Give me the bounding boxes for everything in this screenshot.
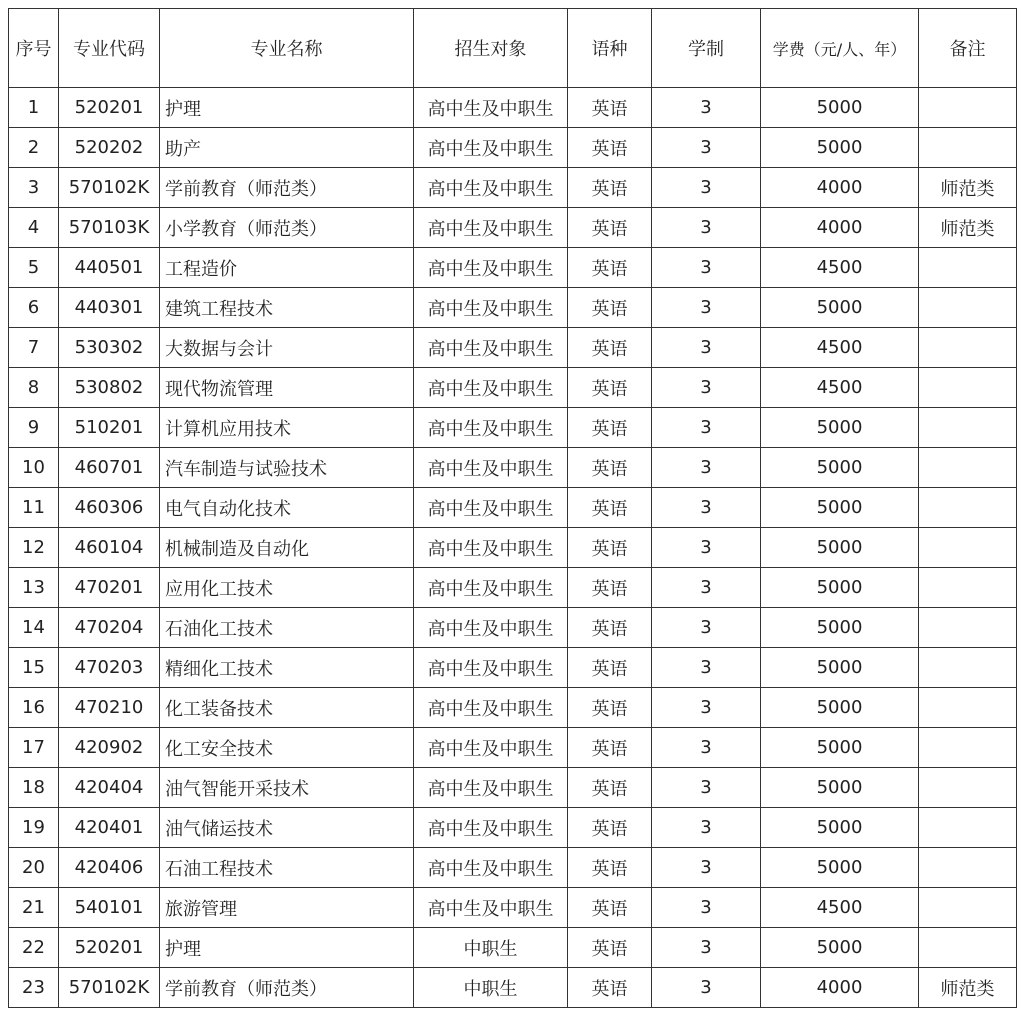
cell-target-students: 高中生及中职生 xyxy=(414,848,568,888)
cell-major-code: 570102K xyxy=(59,968,160,1008)
header-target-students: 招生对象 xyxy=(414,9,568,88)
cell-target-students: 高中生及中职生 xyxy=(414,208,568,248)
cell-remarks xyxy=(919,488,1017,528)
cell-remarks xyxy=(919,368,1017,408)
cell-target-students: 高中生及中职生 xyxy=(414,768,568,808)
cell-language: 英语 xyxy=(568,288,652,328)
cell-major-name: 现代物流管理 xyxy=(160,368,414,408)
cell-remarks xyxy=(919,928,1017,968)
cell-target-students: 高中生及中职生 xyxy=(414,128,568,168)
table-body xyxy=(9,88,1017,1008)
cell-major-name: 化工安全技术 xyxy=(160,728,414,768)
cell-target-students: 高中生及中职生 xyxy=(414,888,568,928)
cell-remarks xyxy=(919,808,1017,848)
cell-index: 16 xyxy=(9,688,59,728)
cell-tuition: 5000 xyxy=(761,928,919,968)
cell-remarks: 师范类 xyxy=(919,968,1017,1008)
cell-tuition: 4000 xyxy=(761,208,919,248)
cell-major-code: 470203 xyxy=(59,648,160,688)
cell-major-code: 440501 xyxy=(59,248,160,288)
cell-tuition: 5000 xyxy=(761,488,919,528)
table-row xyxy=(9,808,1017,848)
cell-duration: 3 xyxy=(652,888,761,928)
cell-language: 英语 xyxy=(568,328,652,368)
cell-language: 英语 xyxy=(568,448,652,488)
header-row xyxy=(9,9,1017,88)
cell-major-code: 540101 xyxy=(59,888,160,928)
cell-language: 英语 xyxy=(568,768,652,808)
cell-remarks xyxy=(919,248,1017,288)
cell-language: 英语 xyxy=(568,248,652,288)
cell-major-code: 470204 xyxy=(59,608,160,648)
table-row xyxy=(9,848,1017,888)
cell-target-students: 高中生及中职生 xyxy=(414,728,568,768)
header-major-name: 专业名称 xyxy=(160,9,414,88)
table-row xyxy=(9,968,1017,1008)
cell-tuition: 5000 xyxy=(761,648,919,688)
cell-duration: 3 xyxy=(652,728,761,768)
cell-major-code: 420401 xyxy=(59,808,160,848)
cell-major-name: 建筑工程技术 xyxy=(160,288,414,328)
cell-index: 12 xyxy=(9,528,59,568)
cell-target-students: 高中生及中职生 xyxy=(414,328,568,368)
cell-language: 英语 xyxy=(568,648,652,688)
cell-major-code: 420404 xyxy=(59,768,160,808)
cell-major-code: 420406 xyxy=(59,848,160,888)
cell-major-code: 530302 xyxy=(59,328,160,368)
header-duration: 学制 xyxy=(652,9,761,88)
cell-major-name: 化工装备技术 xyxy=(160,688,414,728)
cell-target-students: 高中生及中职生 xyxy=(414,88,568,128)
cell-index: 1 xyxy=(9,88,59,128)
cell-major-name: 机械制造及自动化 xyxy=(160,528,414,568)
cell-language: 英语 xyxy=(568,208,652,248)
cell-major-name: 精细化工技术 xyxy=(160,648,414,688)
cell-index: 18 xyxy=(9,768,59,808)
cell-language: 英语 xyxy=(568,528,652,568)
table-row xyxy=(9,648,1017,688)
cell-remarks xyxy=(919,288,1017,328)
cell-remarks xyxy=(919,448,1017,488)
cell-target-students: 中职生 xyxy=(414,928,568,968)
cell-duration: 3 xyxy=(652,928,761,968)
table-row xyxy=(9,608,1017,648)
cell-major-code: 440301 xyxy=(59,288,160,328)
header-language: 语种 xyxy=(568,9,652,88)
cell-duration: 3 xyxy=(652,128,761,168)
cell-major-code: 460701 xyxy=(59,448,160,488)
cell-remarks xyxy=(919,728,1017,768)
cell-tuition: 4000 xyxy=(761,968,919,1008)
cell-duration: 3 xyxy=(652,568,761,608)
cell-target-students: 高中生及中职生 xyxy=(414,688,568,728)
cell-tuition: 5000 xyxy=(761,688,919,728)
cell-target-students: 高中生及中职生 xyxy=(414,408,568,448)
table-row xyxy=(9,688,1017,728)
cell-language: 英语 xyxy=(568,488,652,528)
cell-major-code: 460104 xyxy=(59,528,160,568)
cell-index: 14 xyxy=(9,608,59,648)
cell-major-name: 小学教育（师范类） xyxy=(160,208,414,248)
cell-target-students: 高中生及中职生 xyxy=(414,528,568,568)
cell-index: 21 xyxy=(9,888,59,928)
cell-major-code: 470201 xyxy=(59,568,160,608)
cell-index: 6 xyxy=(9,288,59,328)
cell-index: 3 xyxy=(9,168,59,208)
cell-target-students: 高中生及中职生 xyxy=(414,448,568,488)
table-row xyxy=(9,208,1017,248)
cell-duration: 3 xyxy=(652,848,761,888)
cell-language: 英语 xyxy=(568,968,652,1008)
cell-major-code: 510201 xyxy=(59,408,160,448)
cell-major-code: 520201 xyxy=(59,928,160,968)
cell-duration: 3 xyxy=(652,608,761,648)
cell-remarks xyxy=(919,528,1017,568)
cell-remarks xyxy=(919,88,1017,128)
cell-duration: 3 xyxy=(652,968,761,1008)
cell-tuition: 5000 xyxy=(761,848,919,888)
cell-tuition: 4000 xyxy=(761,168,919,208)
cell-tuition: 5000 xyxy=(761,728,919,768)
cell-duration: 3 xyxy=(652,368,761,408)
cell-major-code: 570102K xyxy=(59,168,160,208)
cell-duration: 3 xyxy=(652,248,761,288)
cell-major-code: 520202 xyxy=(59,128,160,168)
cell-remarks xyxy=(919,128,1017,168)
header-remarks: 备注 xyxy=(919,9,1017,88)
table-row xyxy=(9,568,1017,608)
cell-tuition: 5000 xyxy=(761,528,919,568)
cell-index: 15 xyxy=(9,648,59,688)
cell-major-code: 530802 xyxy=(59,368,160,408)
table-row xyxy=(9,408,1017,448)
cell-remarks: 师范类 xyxy=(919,208,1017,248)
cell-index: 19 xyxy=(9,808,59,848)
cell-language: 英语 xyxy=(568,688,652,728)
cell-language: 英语 xyxy=(568,608,652,648)
cell-major-name: 石油工程技术 xyxy=(160,848,414,888)
cell-duration: 3 xyxy=(652,488,761,528)
cell-index: 20 xyxy=(9,848,59,888)
cell-duration: 3 xyxy=(652,768,761,808)
cell-tuition: 5000 xyxy=(761,128,919,168)
cell-tuition: 4500 xyxy=(761,328,919,368)
cell-index: 9 xyxy=(9,408,59,448)
cell-major-code: 460306 xyxy=(59,488,160,528)
cell-target-students: 高中生及中职生 xyxy=(414,248,568,288)
table-row xyxy=(9,728,1017,768)
cell-remarks xyxy=(919,608,1017,648)
enrollment-table xyxy=(8,8,1017,1008)
cell-major-name: 护理 xyxy=(160,928,414,968)
cell-index: 10 xyxy=(9,448,59,488)
cell-remarks xyxy=(919,328,1017,368)
cell-language: 英语 xyxy=(568,728,652,768)
cell-index: 2 xyxy=(9,128,59,168)
cell-remarks xyxy=(919,408,1017,448)
cell-major-name: 护理 xyxy=(160,88,414,128)
cell-language: 英语 xyxy=(568,368,652,408)
header-major-code: 专业代码 xyxy=(59,9,160,88)
header-tuition: 学费（元/人、年） xyxy=(761,9,919,88)
cell-major-name: 油气智能开采技术 xyxy=(160,768,414,808)
cell-remarks xyxy=(919,768,1017,808)
cell-remarks: 师范类 xyxy=(919,168,1017,208)
cell-tuition: 5000 xyxy=(761,808,919,848)
cell-index: 5 xyxy=(9,248,59,288)
cell-major-name: 工程造价 xyxy=(160,248,414,288)
cell-major-name: 学前教育（师范类） xyxy=(160,168,414,208)
cell-duration: 3 xyxy=(652,208,761,248)
cell-target-students: 高中生及中职生 xyxy=(414,368,568,408)
cell-duration: 3 xyxy=(652,328,761,368)
cell-tuition: 4500 xyxy=(761,368,919,408)
cell-major-code: 570103K xyxy=(59,208,160,248)
cell-language: 英语 xyxy=(568,88,652,128)
cell-major-name: 应用化工技术 xyxy=(160,568,414,608)
cell-major-name: 旅游管理 xyxy=(160,888,414,928)
table-row xyxy=(9,288,1017,328)
header-index: 序号 xyxy=(9,9,59,88)
table-row xyxy=(9,928,1017,968)
table-row xyxy=(9,128,1017,168)
cell-index: 8 xyxy=(9,368,59,408)
cell-duration: 3 xyxy=(652,408,761,448)
cell-index: 22 xyxy=(9,928,59,968)
cell-tuition: 5000 xyxy=(761,608,919,648)
cell-tuition: 5000 xyxy=(761,408,919,448)
table-row xyxy=(9,168,1017,208)
cell-major-code: 470210 xyxy=(59,688,160,728)
cell-language: 英语 xyxy=(568,848,652,888)
cell-tuition: 4500 xyxy=(761,248,919,288)
cell-duration: 3 xyxy=(652,88,761,128)
table-row xyxy=(9,448,1017,488)
cell-target-students: 高中生及中职生 xyxy=(414,288,568,328)
table-row xyxy=(9,528,1017,568)
cell-tuition: 4500 xyxy=(761,888,919,928)
cell-duration: 3 xyxy=(652,808,761,848)
cell-duration: 3 xyxy=(652,648,761,688)
cell-index: 7 xyxy=(9,328,59,368)
cell-language: 英语 xyxy=(568,888,652,928)
cell-index: 23 xyxy=(9,968,59,1008)
cell-major-name: 大数据与会计 xyxy=(160,328,414,368)
cell-duration: 3 xyxy=(652,688,761,728)
cell-target-students: 高中生及中职生 xyxy=(414,648,568,688)
cell-tuition: 5000 xyxy=(761,288,919,328)
cell-index: 17 xyxy=(9,728,59,768)
cell-language: 英语 xyxy=(568,168,652,208)
cell-remarks xyxy=(919,648,1017,688)
cell-major-name: 助产 xyxy=(160,128,414,168)
cell-target-students: 高中生及中职生 xyxy=(414,168,568,208)
table-row xyxy=(9,328,1017,368)
cell-major-name: 电气自动化技术 xyxy=(160,488,414,528)
cell-major-code: 420902 xyxy=(59,728,160,768)
cell-duration: 3 xyxy=(652,288,761,328)
cell-major-name: 学前教育（师范类） xyxy=(160,968,414,1008)
cell-major-name: 计算机应用技术 xyxy=(160,408,414,448)
cell-target-students: 高中生及中职生 xyxy=(414,568,568,608)
cell-language: 英语 xyxy=(568,928,652,968)
cell-duration: 3 xyxy=(652,528,761,568)
cell-language: 英语 xyxy=(568,808,652,848)
cell-index: 4 xyxy=(9,208,59,248)
cell-index: 11 xyxy=(9,488,59,528)
table-row xyxy=(9,248,1017,288)
cell-tuition: 5000 xyxy=(761,768,919,808)
table-row xyxy=(9,488,1017,528)
cell-remarks xyxy=(919,688,1017,728)
cell-duration: 3 xyxy=(652,168,761,208)
cell-major-code: 520201 xyxy=(59,88,160,128)
table-row xyxy=(9,768,1017,808)
cell-tuition: 5000 xyxy=(761,88,919,128)
cell-target-students: 高中生及中职生 xyxy=(414,808,568,848)
cell-language: 英语 xyxy=(568,568,652,608)
cell-target-students: 高中生及中职生 xyxy=(414,608,568,648)
cell-major-name: 油气储运技术 xyxy=(160,808,414,848)
cell-duration: 3 xyxy=(652,448,761,488)
table-row xyxy=(9,888,1017,928)
table-row xyxy=(9,368,1017,408)
cell-remarks xyxy=(919,848,1017,888)
cell-remarks xyxy=(919,568,1017,608)
table-row xyxy=(9,88,1017,128)
cell-tuition: 5000 xyxy=(761,568,919,608)
cell-tuition: 5000 xyxy=(761,448,919,488)
cell-target-students: 高中生及中职生 xyxy=(414,488,568,528)
cell-major-name: 汽车制造与试验技术 xyxy=(160,448,414,488)
cell-target-students: 中职生 xyxy=(414,968,568,1008)
cell-index: 13 xyxy=(9,568,59,608)
cell-major-name: 石油化工技术 xyxy=(160,608,414,648)
cell-language: 英语 xyxy=(568,408,652,448)
cell-language: 英语 xyxy=(568,128,652,168)
cell-remarks xyxy=(919,888,1017,928)
